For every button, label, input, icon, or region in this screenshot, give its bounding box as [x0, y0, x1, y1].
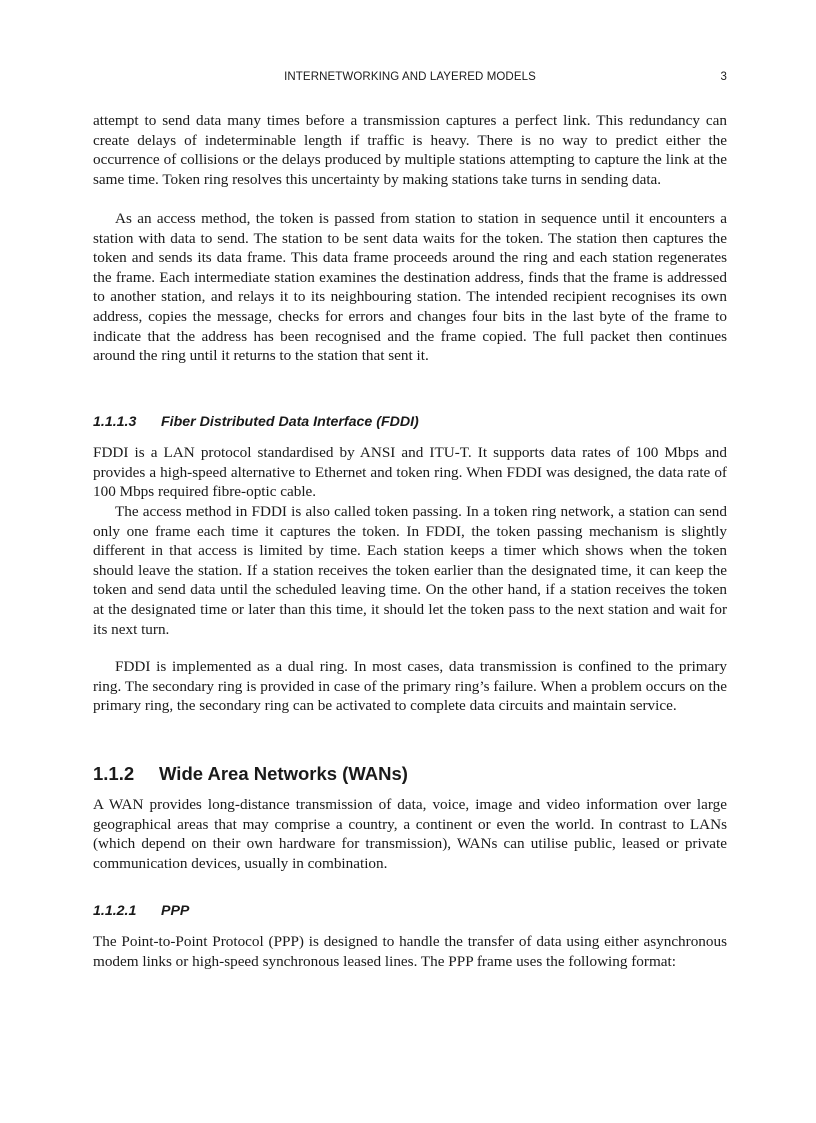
section-title: Fiber Distributed Data Interface (FDDI): [161, 414, 419, 430]
paragraph-fddi-dual-ring: FDDI is implemented as a dual ring. In most cases, data transmission is confined to the primary ring. The secondary ring is provided in case of the primary ring’s failure. When a problem occurs on the primary ring, the secondary ring can be activated to complete data circuits and maintain service.: [93, 658, 727, 715]
section-heading-fddi: [93, 414, 727, 430]
paragraph-fddi-intro: FDDI is a LAN protocol standardised by ANSI and ITU-T. It supports data rates of 100 Mbps and provides a high-speed alternative to Ethernet and token ring. When FDDI was designed, the data rate of 100 Mbps required fibre-optic cable.: [93, 444, 727, 501]
section-heading-ppp: [93, 903, 727, 919]
paragraph-ppp-intro: The Point-to-Point Protocol (PPP) is designed to handle the transfer of data using either asynchronous modem links or high-speed synchronous leased lines. The PPP frame uses the following format:: [93, 933, 727, 970]
section-title: Wide Area Networks (WANs): [159, 763, 408, 784]
section-number: 1.1.1.3: [93, 414, 137, 430]
paragraph-fddi-access: The access method in FDDI is also called token passing. In a token ring network, a station can send only one frame each time it captures the token. In FDDI, the token passing mechanism is slightly different in that access is limited by time. Each station keeps a timer which shows when the token should leave the station. If a station receives the token earlier than the designated time, it can keep the token and send data until the scheduled leaving time. On the other hand, if a station receives the token at the designated time or later than this time, it should let the token pass to the next station and wait for its next turn.: [93, 503, 727, 638]
paragraph-wan-intro: A WAN provides long-distance transmission of data, voice, image and video information over large geographical areas that may comprise a country, a continent or even the world. In contrast to LANs (which depend on their own hardware for transmission), WANs can utilise public, leased or private communication devices, usually in combination.: [93, 796, 727, 872]
paragraph-token-ring-continued: attempt to send data many times before a transmission captures a perfect link. This redundancy can create delays of indeterminable length if traffic is heavy. There is no way to predict either the occurrence of collisions or the delays produced by multiple stations attempting to capture the link at the same time. Token ring resolves this uncertainty by making stations take turns in sending data.: [93, 112, 727, 188]
section-heading-wan: [93, 763, 727, 785]
paragraph-token-access-method: As an access method, the token is passed from station to station in sequence until it encounters a station with data to send. The station to be sent data waits for the token. The station then captures the token and sends its data frame. This data frame proceeds around the ring and each station regenerates the frame. Each intermediate station examines the destination address, finds that the frame is addressed to another station, and relays it to its neighbouring station. The intended recipient recognises its own address, copies the message, checks for errors and changes four bits in the last byte of the frame to indicate that the address has been recognised and the frame copied. The full packet then continues around the ring until it returns to the station that sent it.: [93, 210, 727, 365]
section-number: 1.1.2: [93, 763, 135, 784]
section-title: PPP: [161, 903, 190, 919]
running-head: [93, 71, 727, 89]
section-number: 1.1.2.1: [93, 903, 137, 919]
running-head-title: INTERNETWORKING AND LAYERED MODELS: [284, 71, 536, 83]
page-number: 3: [720, 71, 727, 83]
